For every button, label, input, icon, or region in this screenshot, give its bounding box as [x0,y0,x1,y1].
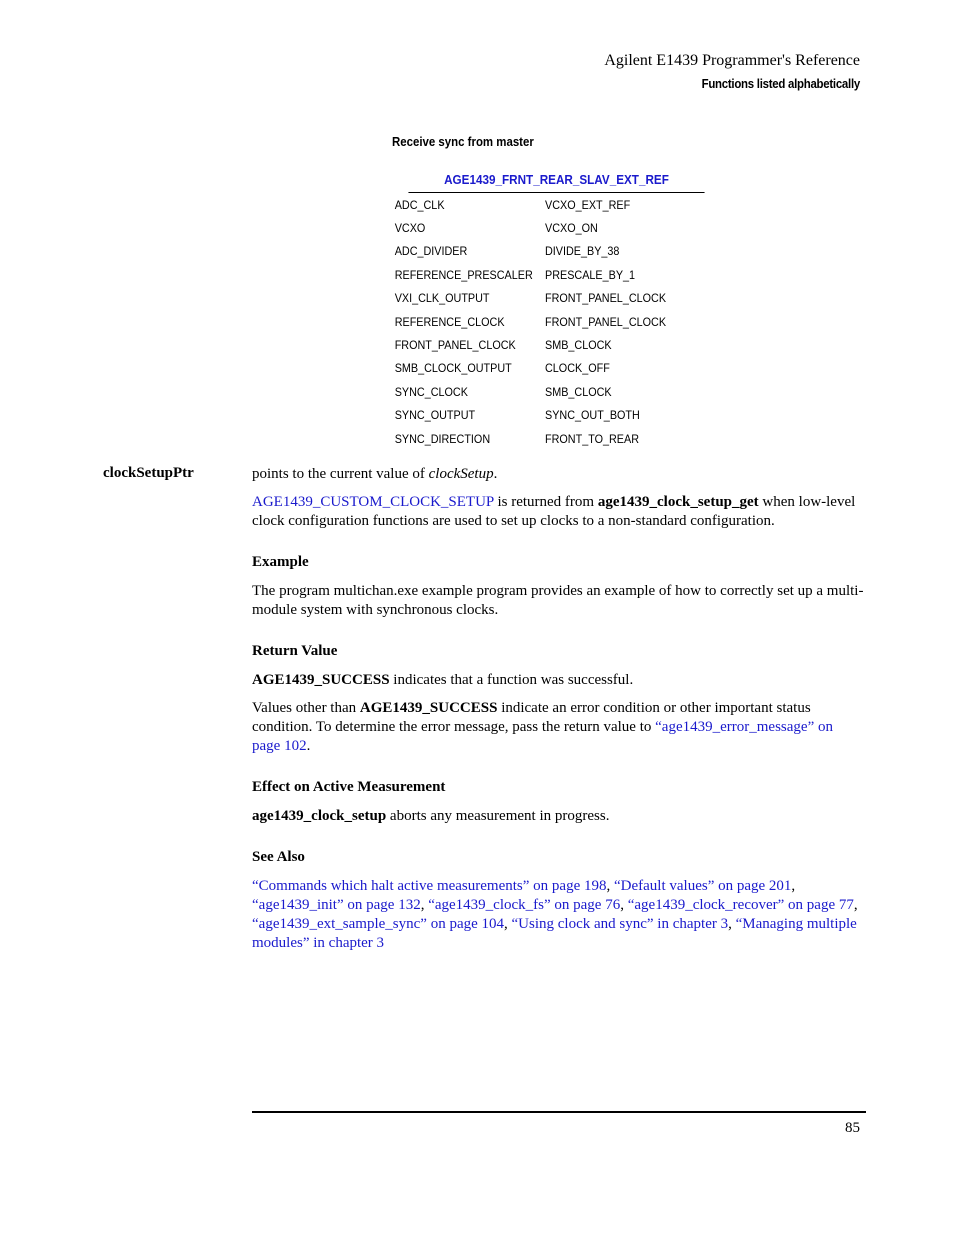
see-also-link[interactable]: “Managing multiple modules” in chapter 3 [252,916,857,951]
running-header-subtitle: Functions listed alphabetically [701,76,860,91]
table-caption: Receive sync from master [392,134,534,149]
table-cell: CLOCK_OFF [545,361,610,376]
text: when low-level clock configuration functions are used to set up clocks to a non-standard configuration. [252,494,856,529]
function-name: age1439_clock_setup [252,808,387,824]
table-cell: VCXO_ON [545,221,598,236]
error-message-link[interactable]: “age1439_error_message” on page 102 [252,719,833,754]
example-heading: Example [252,554,309,570]
table-row [392,427,721,450]
see-also-link[interactable]: “age1439_ext_sample_sync” on page 104 [252,916,505,932]
constant-name: AGE1439_SUCCESS [359,700,498,716]
table-cell: REFERENCE_CLOCK [394,314,505,329]
table-cell: ADC_DIVIDER [394,244,468,259]
table-row [392,404,721,427]
see-also-link[interactable]: “Using clock and sync” in chapter 3 [511,916,729,932]
table-row [392,357,721,380]
text: indicate an error condition or other important status condition. To determine the error message, pass the return value to [252,700,811,735]
table-cell: FRONT_PANEL_CLOCK [545,314,667,329]
text: indicates that a function was successful. [389,672,634,688]
constant-name: AGE1439_SUCCESS [252,672,390,688]
table-cell: FRONT_TO_REAR [545,431,640,446]
table-row [392,380,721,403]
param-description [252,465,864,484]
text: . [306,738,311,754]
main-content [252,465,864,962]
table-cell: SYNC_DIRECTION [394,431,491,446]
see-also-heading: See Also [252,849,305,865]
table-row [392,193,721,216]
param-ref: clockSetup [428,466,494,482]
param-name: clockSetupPtr [103,465,194,481]
text: points to the current value of [252,466,429,482]
table-cell: SYNC_OUTPUT [394,408,476,423]
custom-clock-note [252,493,864,531]
sync-table [392,168,721,450]
table-row [392,333,721,356]
text: is returned from [493,494,598,510]
table-row [392,263,721,286]
footer-rule [252,1111,866,1113]
table-cell: SMB_CLOCK_OUTPUT [394,361,512,376]
table-row [392,310,721,333]
return-value-p1 [252,671,864,690]
see-also-link[interactable]: “age1439_clock_fs” on page 76 [428,897,621,913]
see-also-link[interactable]: “age1439_clock_recover” on page 77 [627,897,854,913]
function-name: age1439_clock_setup_get [597,494,759,510]
effect-text [252,807,864,826]
return-value-heading: Return Value [252,643,338,659]
page-number: 85 [845,1120,860,1136]
table-cell: SYNC_CLOCK [394,384,468,399]
running-header-title: Agilent E1439 Programmer's Reference [604,52,860,69]
table-row [392,287,721,310]
table-cell: PRESCALE_BY_1 [545,267,636,282]
example-text: The program multichan.exe example program provides an example of how to correctly set up a multi-module system with synchronous clocks. [252,583,864,618]
effect-heading: Effect on Active Measurement [252,779,446,795]
text: Values other than [252,700,360,716]
table-cell: SYNC_OUT_BOTH [545,408,640,423]
table-cell: VXI_CLK_OUTPUT [394,291,490,306]
table-cell: REFERENCE_PRESCALER [394,267,533,282]
text: . [493,466,498,482]
table-cell: VCXO_EXT_REF [545,197,631,212]
table-row [392,240,721,263]
table-cell: FRONT_PANEL_CLOCK [545,291,667,306]
see-also-link[interactable]: “Default values” on page 201 [613,878,792,894]
table-cell: SMB_CLOCK [545,338,612,353]
see-also-links: “Commands which halt active measurements” on page 198, “Default values” on page 201, “age1439_init” on page 132, “age1439_clock_fs” on page 76, “age1439_clock_recover” on page 77, “age1439_ext_sample_sync” on page 104, “Using clock and sync” in chapter 3, “Managing multiple modules” in chapter 3 [252,878,858,951]
table-cell: ADC_CLK [394,197,445,212]
table-cell: DIVIDE_BY_38 [545,244,620,259]
return-value-p2 [252,699,864,756]
table-cell: FRONT_PANEL_CLOCK [394,338,516,353]
table-row [392,216,721,239]
custom-clock-link[interactable]: AGE1439_CUSTOM_CLOCK_SETUP [252,494,494,510]
see-also-link[interactable]: “Commands which halt active measurements” on page 198 [252,878,607,894]
text: aborts any measurement in progress. [386,808,610,824]
see-also-link[interactable]: “age1439_init” on page 132 [252,897,421,913]
table-cell: VCXO [394,221,426,236]
sync-table-header: AGE1439_FRNT_REAR_SLAV_EXT_REF [408,168,704,193]
table-cell: SMB_CLOCK [545,384,612,399]
